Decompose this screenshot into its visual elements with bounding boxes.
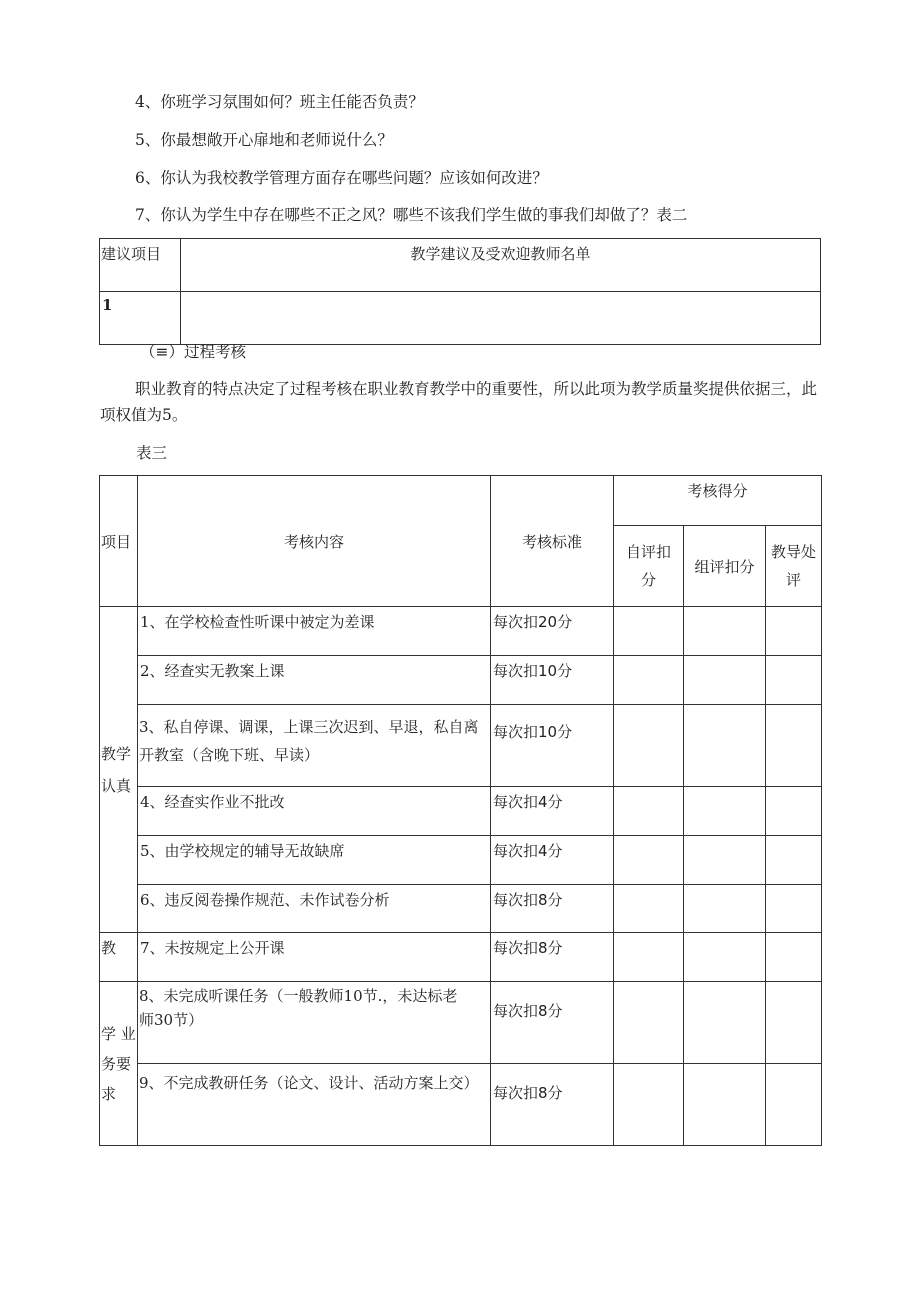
group-teaching-earnest: 教学 认真 <box>100 607 138 933</box>
group-score-cell[interactable] <box>684 1064 766 1146</box>
group-score-cell[interactable] <box>684 836 766 885</box>
group-score-cell[interactable] <box>684 705 766 787</box>
self-score-cell[interactable] <box>614 656 684 705</box>
standard-row-5: 每次扣4分 <box>491 836 614 885</box>
office-score-cell[interactable] <box>766 982 822 1064</box>
standard-row-7: 每次扣8分 <box>491 933 614 982</box>
section-heading: （≡）过程考核 <box>140 343 246 361</box>
item-header: 项目 <box>100 476 138 607</box>
group-score-cell[interactable] <box>684 933 766 982</box>
question-5: 5、你最想敞开心扉地和老师说什么？ <box>135 131 393 149</box>
standard-row-4: 每次扣4分 <box>491 787 614 836</box>
teacher-list-header: 教学建议及受欢迎教师名单 <box>181 239 821 292</box>
content-row-4: 4、经查实作业不批改 <box>138 787 491 836</box>
group-score-cell[interactable] <box>684 607 766 656</box>
standard-row-6: 每次扣8分 <box>491 885 614 933</box>
group-score-cell[interactable] <box>684 982 766 1064</box>
self-score-cell[interactable] <box>614 885 684 933</box>
office-score-cell[interactable] <box>766 1064 822 1146</box>
self-score-cell[interactable] <box>614 607 684 656</box>
process-assessment-table <box>99 475 822 1146</box>
self-score-cell[interactable] <box>614 933 684 982</box>
content-row-3: 3、私自停课、调课，上课三次迟到、早退，私自离开教室（含晚下班、早读） <box>138 705 491 787</box>
group-business-requirements: 学 业 务要 求 <box>100 982 138 1146</box>
content-row-6: 6、违反阅卷操作规范、未作试卷分析 <box>138 885 491 933</box>
self-score-cell[interactable] <box>614 982 684 1064</box>
self-eval-header: 自评扣 分 <box>614 526 684 607</box>
office-score-cell[interactable] <box>766 787 822 836</box>
standard-row-8: 每次扣8分 <box>491 982 614 1064</box>
group-score-cell[interactable] <box>684 885 766 933</box>
question-4: 4、你班学习氛围如何？班主任能否负责？ <box>135 93 424 111</box>
section-paragraph: 职业教育的特点决定了过程考核在职业教育教学中的重要性，所以此项为教学质量奖提供依据三，此项权值为5。 <box>100 380 818 424</box>
suggestion-row-number: 1 <box>100 292 181 345</box>
office-eval-header: 教导处 评 <box>766 526 822 607</box>
group-eval-header: 组评扣分 <box>684 526 766 607</box>
self-score-cell[interactable] <box>614 705 684 787</box>
standard-header: 考核标准 <box>491 476 614 607</box>
self-score-cell[interactable] <box>614 1064 684 1146</box>
standard-row-9: 每次扣8分 <box>491 1064 614 1146</box>
content-row-7: 7、未按规定上公开课 <box>138 933 491 982</box>
suggestion-row-cell[interactable] <box>181 292 821 345</box>
content-row-2: 2、经查实无教案上课 <box>138 656 491 705</box>
question-6: 6、你认为我校教学管理方面存在哪些问题？应该如何改进？ <box>135 169 548 187</box>
score-header: 考核得分 <box>614 476 822 526</box>
self-score-cell[interactable] <box>614 787 684 836</box>
content-row-5: 5、由学校规定的辅导无故缺席 <box>138 836 491 885</box>
question-7: 7、你认为学生中存在哪些不正之风？哪些不该我们学生做的事我们却做了？表二 <box>135 206 688 224</box>
table3-label: 表三 <box>136 444 168 462</box>
standard-row-1: 每次扣20分 <box>491 607 614 656</box>
office-score-cell[interactable] <box>766 607 822 656</box>
content-header: 考核内容 <box>138 476 491 607</box>
group-score-cell[interactable] <box>684 787 766 836</box>
suggestion-table <box>99 238 821 345</box>
standard-row-3: 每次扣10分 <box>491 705 614 787</box>
standard-row-2: 每次扣10分 <box>491 656 614 705</box>
group-score-cell[interactable] <box>684 656 766 705</box>
self-score-cell[interactable] <box>614 836 684 885</box>
office-score-cell[interactable] <box>766 933 822 982</box>
suggestion-item-header: 建议项目 <box>100 239 181 292</box>
content-row-1: 1、在学校检查性听课中被定为差课 <box>138 607 491 656</box>
office-score-cell[interactable] <box>766 656 822 705</box>
group-teaching: 教 <box>100 933 138 982</box>
office-score-cell[interactable] <box>766 705 822 787</box>
content-row-9: 9、不完成教研任务（论文、设计、活动方案上交） <box>138 1064 491 1146</box>
office-score-cell[interactable] <box>766 836 822 885</box>
content-row-8: 8、未完成听课任务（一般教师10节.，未达标老 师30节） <box>138 982 491 1064</box>
office-score-cell[interactable] <box>766 885 822 933</box>
